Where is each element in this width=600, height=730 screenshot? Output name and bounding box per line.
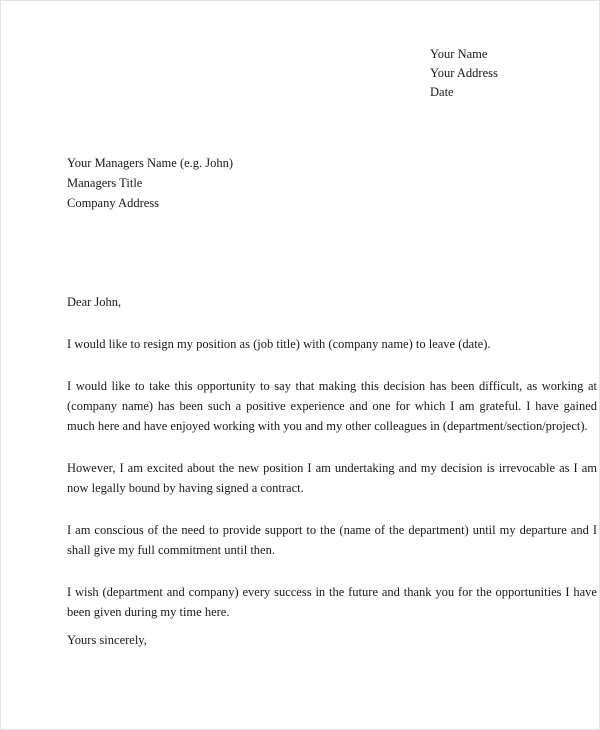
paragraph-new-position: However, I am excited about the new position I am undertaking and my decision is irrevocable as I am now legally bound by having signed a contract. (67, 461, 597, 495)
sender-address-block (430, 45, 498, 102)
recipient-title: Managers Title (67, 176, 143, 190)
paragraph-resignation-statement: I would like to resign my position as (job title) with (company name) to leave (date). (67, 337, 491, 351)
sender-date: Date (430, 85, 454, 99)
recipient-company-address: Company Address (67, 196, 160, 210)
paragraph-transition-support: I am conscious of the need to provide support to the (name of the department) until my departure and I shall give my full commitment until then. (67, 523, 597, 557)
letter-body (67, 292, 597, 622)
recipient-address-block (67, 153, 233, 213)
sender-name: Your Name (430, 47, 488, 61)
paragraph-well-wishes: I wish (department and company) every success in the future and thank you for the opportunities I have been given during my time here. (67, 585, 597, 619)
closing-salutation: Yours sincerely, (67, 633, 147, 647)
salutation: Dear John, (67, 295, 122, 309)
paragraph-appreciation: I would like to take this opportunity to say that making this decision has been difficult, as working at (company name) has been such a positive experience and one for which I am grateful. I have gained much here and have enjoyed working with you and my other colleagues in (department/section/project). (67, 379, 597, 433)
sender-address: Your Address (430, 66, 498, 80)
recipient-name: Your Managers Name (e.g. John) (67, 156, 234, 170)
